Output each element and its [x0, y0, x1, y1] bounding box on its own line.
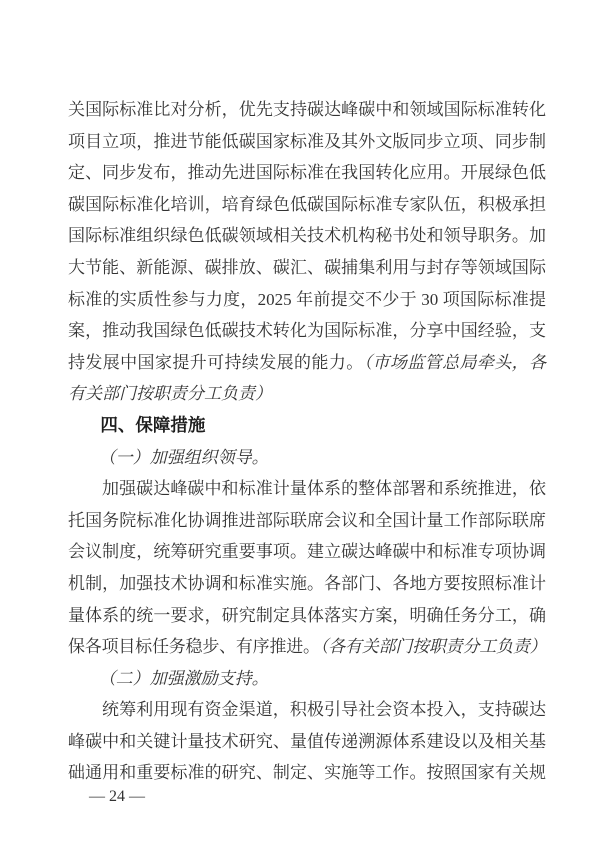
- paragraph: [68, 694, 546, 789]
- text-line: [68, 505, 546, 537]
- text-line: [68, 694, 546, 726]
- body-text: 碳国际标准化培训，培育绿色低碳国际标准专家队伍，积极承担: [68, 194, 546, 214]
- body-text: 关国际标准比对分析，优先支持碳达峰碳中和领域国际标准转化: [68, 100, 546, 119]
- body-text: 持发展中国家提升可持续发展的能力。: [68, 352, 364, 372]
- body-text: 加强碳达峰碳中和标准计量体系的整体部署和系统推进，依: [102, 479, 546, 499]
- body-text: 标准的实质性参与力度，2025 年前提交不少于 30 项国际标准提: [68, 289, 546, 309]
- body-text: 量体系的统一要求，研究制定具体落实方案，明确任务分工，确: [68, 605, 546, 625]
- body-text: 定、同步发布，推动先进国际标准在我国转化应用。开展绿色低: [68, 163, 546, 183]
- section-heading: 四、保障措施: [100, 414, 206, 435]
- body-text: 国际标准组织绿色低碳领域相关技术机构秘书处和领导职务。加: [68, 226, 546, 246]
- responsibility-attribution: （市场监管总局牵头，各: [363, 352, 547, 372]
- text-line: [68, 94, 546, 126]
- text-line: [68, 220, 546, 252]
- text-line: [68, 284, 546, 316]
- subsection-heading-text: （二）加强激励支持。: [98, 668, 269, 688]
- body-text: 保各项目标任务稳步、有序推进。: [68, 637, 320, 657]
- text-line: [68, 726, 546, 758]
- body-text: 项目立项，推进节能低碳国家标准及其外文版同步立项、同步制: [68, 131, 546, 151]
- text-line: [68, 126, 546, 158]
- body-text: 托国务院标准化协调推进部际联席会议和全国计量工作部际联席: [68, 510, 546, 530]
- page-number: — 24 —: [89, 788, 145, 805]
- body-text: 大节能、新能源、碳排放、碳汇、碳捕集利用与封存等领域国际: [68, 257, 546, 277]
- subsection-2-heading: [68, 663, 546, 695]
- text-line: [68, 315, 546, 347]
- text-line: [68, 568, 546, 600]
- responsibility-attribution: （各有关部门按职责分工负责）: [319, 637, 546, 657]
- body-text: 会议制度，统筹研究重要事项。建立碳达峰碳中和标准专项协调: [68, 542, 546, 562]
- text-line: [68, 189, 546, 221]
- subsection-1-heading: [68, 442, 546, 474]
- text-line: [68, 631, 546, 663]
- text-line: [68, 473, 546, 505]
- text-line: [68, 536, 546, 568]
- text-line: [68, 157, 546, 189]
- text-line: [68, 378, 546, 410]
- body-text: 案，推动我国绿色低碳技术转化为国际标准，分享中国经验，支: [68, 321, 546, 341]
- body-text: 统筹利用现有资金渠道，积极引导社会资本投入，支持碳达: [102, 700, 546, 720]
- body-text: 机制，加强技术协调和标准实施。各部门、各地方要按照标准计: [68, 573, 546, 593]
- text-line: [68, 600, 546, 632]
- body-text: 础通用和重要标准的研究、制定、实施等工作。按照国家有关规: [68, 763, 546, 783]
- paragraph: [68, 473, 546, 663]
- responsibility-attribution: 有关部门按职责分工负责）: [68, 384, 272, 404]
- text-line: [68, 347, 546, 379]
- subsection-heading-text: （一）加强组织领导。: [98, 447, 269, 467]
- paragraph-continuation: [68, 94, 546, 410]
- text-line: [68, 252, 546, 284]
- text-line: [68, 757, 546, 789]
- body-text: 峰碳中和关键计量技术研究、量值传递溯源体系建设以及相关基: [68, 731, 546, 751]
- document-body: [68, 94, 546, 789]
